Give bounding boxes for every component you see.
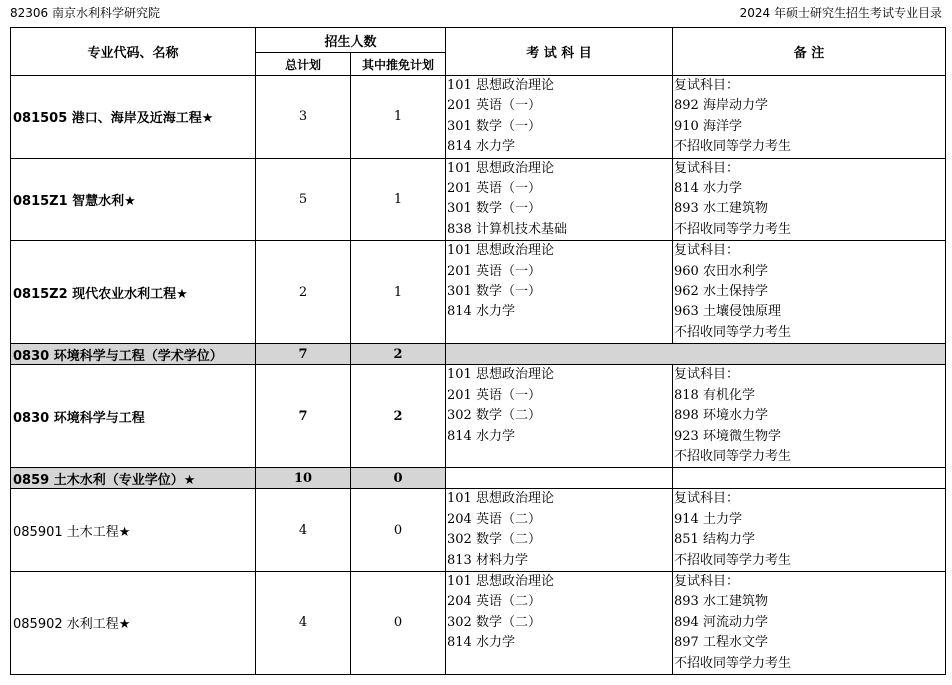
subject-line: 302 数学（二）	[447, 532, 541, 548]
remark-line: 893 水工建筑物	[674, 594, 768, 610]
subject-line: 814 水力学	[447, 428, 515, 444]
exam-subjects	[446, 158, 673, 241]
major-name: 085901 土木工程★	[11, 489, 256, 572]
remarks	[673, 365, 946, 468]
remark-line: 960 农田水利学	[674, 263, 768, 279]
exempt-plan: 1	[351, 76, 446, 159]
exam-subjects	[446, 571, 673, 674]
subject-line: 201 英语（一）	[447, 181, 541, 197]
subject-line: 101 思想政治理论	[447, 243, 554, 259]
header-catalog-title: 2024 年硕士研究生招生考试专业目录	[739, 6, 942, 20]
total-plan: 2	[256, 241, 351, 344]
total-plan: 7	[256, 344, 351, 365]
remark-line: 复试科目：	[674, 78, 740, 93]
remark-line: 963 土壤侵蚀原理	[674, 304, 781, 320]
enrollment-table	[10, 27, 946, 675]
exam-subjects	[446, 241, 673, 344]
remark-line: 不招收同等学力考生	[674, 324, 792, 340]
exempt-plan: 2	[351, 365, 446, 468]
table-row	[11, 241, 946, 344]
table-row-group	[11, 344, 946, 365]
remark-line: 898 环境水力学	[674, 408, 768, 424]
table-row	[11, 158, 946, 241]
major-name: 0830 环境科学与工程	[11, 365, 256, 468]
remark-line: 复试科目：	[674, 367, 740, 383]
exempt-plan: 1	[351, 241, 446, 344]
remark-line: 不招收同等学力考生	[674, 655, 792, 671]
subject-line: 101 思想政治理论	[447, 78, 554, 93]
header-institution: 82306 南京水利科学研究院	[10, 6, 160, 20]
major-name: 081505 港口、海岸及近海工程★	[11, 76, 256, 159]
remark-line: 894 河流动力学	[674, 614, 768, 630]
exempt-plan: 0	[351, 489, 446, 572]
subject-line: 201 英语（一）	[447, 387, 541, 403]
col-total-header: 总计划	[256, 53, 351, 76]
exam-subjects	[446, 365, 673, 468]
subject-line: 204 英语（二）	[447, 594, 541, 610]
exam-subjects	[446, 76, 673, 159]
table-row	[11, 365, 946, 468]
remarks	[673, 571, 946, 674]
subject-line: 813 材料力学	[447, 552, 528, 568]
major-group-name: 0830 环境科学与工程（学术学位）	[11, 344, 256, 365]
group-empty-cell	[446, 344, 946, 365]
remarks	[673, 489, 946, 572]
remark-line: 复试科目：	[674, 573, 740, 589]
subject-line: 301 数学（一）	[447, 201, 541, 217]
subject-line: 204 英语（二）	[447, 511, 541, 527]
remark-line: 897 工程水文学	[674, 635, 768, 651]
exam-subjects	[446, 489, 673, 572]
subject-line: 302 数学（二）	[447, 408, 541, 424]
subject-line: 101 思想政治理论	[447, 573, 554, 589]
remark-line: 818 有机化学	[674, 387, 755, 403]
table-row	[11, 571, 946, 674]
subject-line: 201 英语（一）	[447, 263, 541, 279]
subject-line: 814 水力学	[447, 635, 515, 651]
remarks	[673, 241, 946, 344]
col-enroll-header: 招生人数	[256, 28, 446, 53]
remark-line: 不招收同等学力考生	[674, 552, 792, 568]
table-row-group	[11, 468, 946, 489]
total-plan: 4	[256, 571, 351, 674]
total-plan: 5	[256, 158, 351, 241]
exempt-plan: 2	[351, 344, 446, 365]
major-name: 0815Z1 智慧水利★	[11, 158, 256, 241]
total-plan: 10	[256, 468, 351, 489]
table-row	[11, 76, 946, 159]
total-plan: 4	[256, 489, 351, 572]
subject-line: 301 数学（一）	[447, 284, 541, 300]
major-group-name: 0859 土木水利（专业学位）★	[11, 468, 256, 489]
remark-line: 914 土力学	[674, 511, 742, 527]
col-exempt-header: 其中推免计划	[351, 53, 446, 76]
remark-line: 复试科目：	[674, 160, 740, 176]
remarks	[673, 76, 946, 159]
exempt-plan: 0	[351, 571, 446, 674]
major-name: 0815Z2 现代农业水利工程★	[11, 241, 256, 344]
remark-line: 不招收同等学力考生	[674, 448, 792, 464]
exempt-plan: 1	[351, 158, 446, 241]
remark-line: 814 水力学	[674, 181, 742, 197]
remark-line: 923 环境微生物学	[674, 428, 781, 444]
total-plan: 3	[256, 76, 351, 159]
remark-line: 复试科目：	[674, 491, 740, 507]
subject-line: 814 水力学	[447, 304, 515, 320]
remark-line: 910 海洋学	[674, 118, 742, 134]
remark-line: 851 结构力学	[674, 532, 755, 548]
subject-line: 302 数学（二）	[447, 614, 541, 630]
subject-line: 838 计算机技术基础	[447, 221, 567, 237]
col-remarks-header: 备 注	[673, 28, 946, 76]
remarks	[673, 158, 946, 241]
table-row	[11, 489, 946, 572]
col-major-header: 专业代码、名称	[11, 28, 256, 76]
remark-line: 不招收同等学力考生	[674, 139, 792, 155]
subject-line: 101 思想政治理论	[447, 160, 554, 176]
group-empty-cell	[446, 468, 673, 489]
subject-line: 201 英语（一）	[447, 98, 541, 114]
remark-line: 复试科目：	[674, 243, 740, 259]
major-name: 085902 水利工程★	[11, 571, 256, 674]
remark-line: 不招收同等学力考生	[674, 221, 792, 237]
subject-line: 814 水力学	[447, 139, 515, 155]
subject-line: 301 数学（一）	[447, 118, 541, 134]
col-subjects-header: 考 试 科 目	[446, 28, 673, 76]
remark-line: 962 水土保持学	[674, 284, 768, 300]
exempt-plan: 0	[351, 468, 446, 489]
total-plan: 7	[256, 365, 351, 468]
remark-line: 892 海岸动力学	[674, 98, 768, 114]
remark-line: 893 水工建筑物	[674, 201, 768, 217]
subject-line: 101 思想政治理论	[447, 367, 554, 383]
subject-line: 101 思想政治理论	[447, 491, 554, 507]
group-empty-cell	[673, 468, 946, 489]
